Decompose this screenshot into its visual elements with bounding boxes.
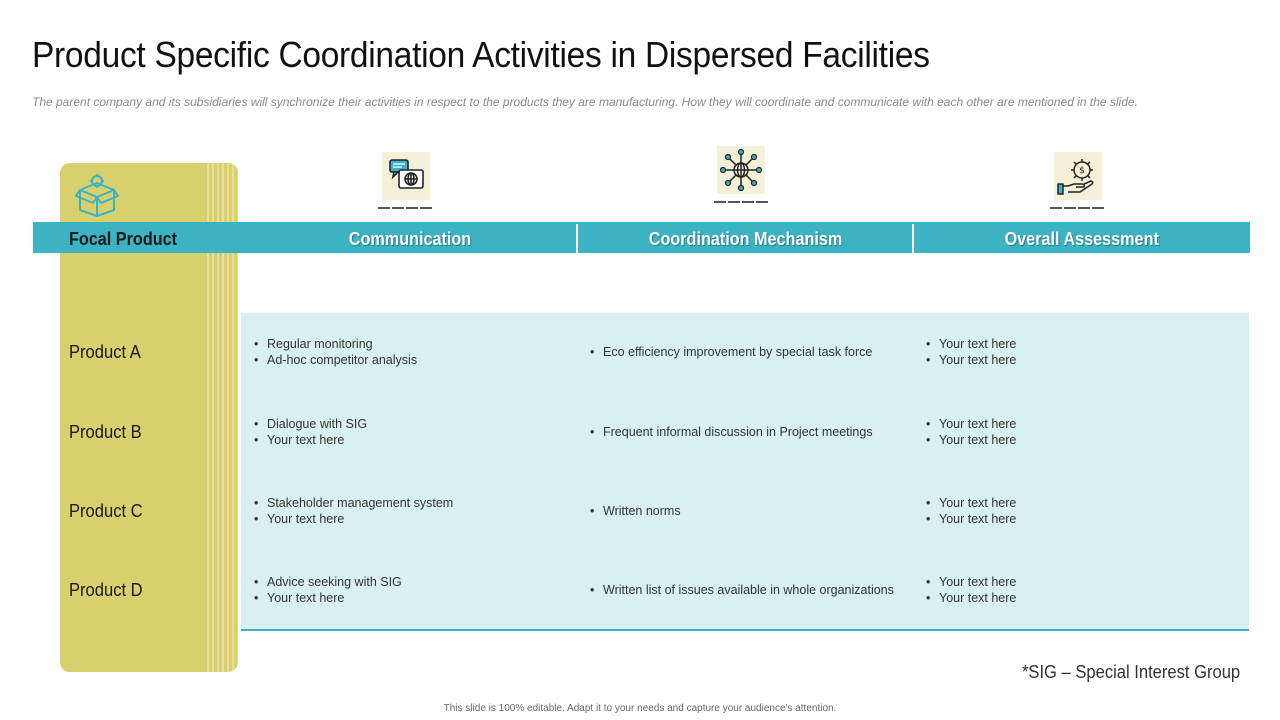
row-label-product-b: Product B bbox=[69, 422, 142, 442]
list-item: • Ad-hoc competitor analysis bbox=[248, 352, 417, 368]
list-item: • Your text here bbox=[920, 495, 1016, 511]
table-cell-mechanism bbox=[584, 582, 894, 598]
list-item: • Your text here bbox=[920, 574, 1016, 590]
list-item: • Eco efficiency improvement by special task force bbox=[584, 344, 872, 360]
table-cell-communication bbox=[248, 574, 402, 606]
hand-gear-icon bbox=[1054, 152, 1102, 200]
list-item: • Your text here bbox=[920, 511, 1016, 527]
sig-footnote: *SIG – Special Interest Group bbox=[1021, 662, 1240, 682]
chat-globe-icon bbox=[382, 152, 430, 200]
list-item: • Your text here bbox=[920, 416, 1016, 432]
row-label-product-d: Product D bbox=[69, 580, 143, 600]
list-item: • Regular monitoring bbox=[248, 336, 417, 352]
communication-header: Communication bbox=[348, 229, 472, 249]
table-cell-communication bbox=[248, 416, 367, 448]
row-label-product-a: Product A bbox=[69, 342, 141, 362]
table-cell-communication bbox=[248, 336, 417, 368]
list-item: • Stakeholder management system bbox=[248, 495, 453, 511]
table-cell-mechanism bbox=[584, 344, 872, 360]
page-title: Product Specific Coordination Activities in Dispersed Facilities bbox=[32, 34, 930, 75]
list-item: • Your text here bbox=[920, 352, 1016, 368]
focal-product-header: Focal Product bbox=[69, 229, 178, 249]
list-item: • Advice seeking with SIG bbox=[248, 574, 402, 590]
page-subtitle: The parent company and its subsidiaries will synchronize their activities in respect to the products they are manufacturing. How they will coordinate and communicate with each other are mentioned in the slide. bbox=[32, 95, 1138, 109]
list-item: • Written list of issues available in whole organizations bbox=[584, 582, 894, 598]
icon-underline bbox=[378, 207, 434, 209]
list-item: • Your text here bbox=[248, 432, 367, 448]
table-cell-communication bbox=[248, 495, 453, 527]
overall-assessment-header: Overall Assessment bbox=[1004, 229, 1160, 249]
row-label-product-c: Product C bbox=[69, 501, 143, 521]
box-icon bbox=[74, 172, 120, 218]
table-cell-mechanism bbox=[584, 503, 681, 519]
list-item: • Your text here bbox=[248, 511, 453, 527]
table-cell-mechanism bbox=[584, 424, 873, 440]
list-item: • Frequent informal discussion in Project meetings bbox=[584, 424, 873, 440]
table-cell-assessment bbox=[920, 336, 1016, 368]
column-divider bbox=[576, 224, 578, 253]
slide-footer: This slide is 100% editable. Adapt it to your needs and capture your audience's attention. bbox=[443, 703, 837, 714]
list-item: • Dialogue with SIG bbox=[248, 416, 367, 432]
list-item: • Your text here bbox=[920, 590, 1016, 606]
icon-underline bbox=[714, 201, 770, 203]
table-cell-assessment bbox=[920, 416, 1016, 448]
coordination-mechanism-header: Coordination Mechanism bbox=[649, 229, 843, 249]
table-cell-assessment bbox=[920, 574, 1016, 606]
svg-text:$: $ bbox=[1079, 166, 1085, 176]
list-item: • Your text here bbox=[920, 336, 1016, 352]
list-item: • Your text here bbox=[920, 432, 1016, 448]
table-cell-assessment bbox=[920, 495, 1016, 527]
list-item: • Written norms bbox=[584, 503, 681, 519]
list-item: • Your text here bbox=[248, 590, 402, 606]
network-globe-icon bbox=[717, 146, 765, 194]
icon-underline bbox=[1050, 207, 1106, 209]
column-divider bbox=[912, 224, 914, 253]
